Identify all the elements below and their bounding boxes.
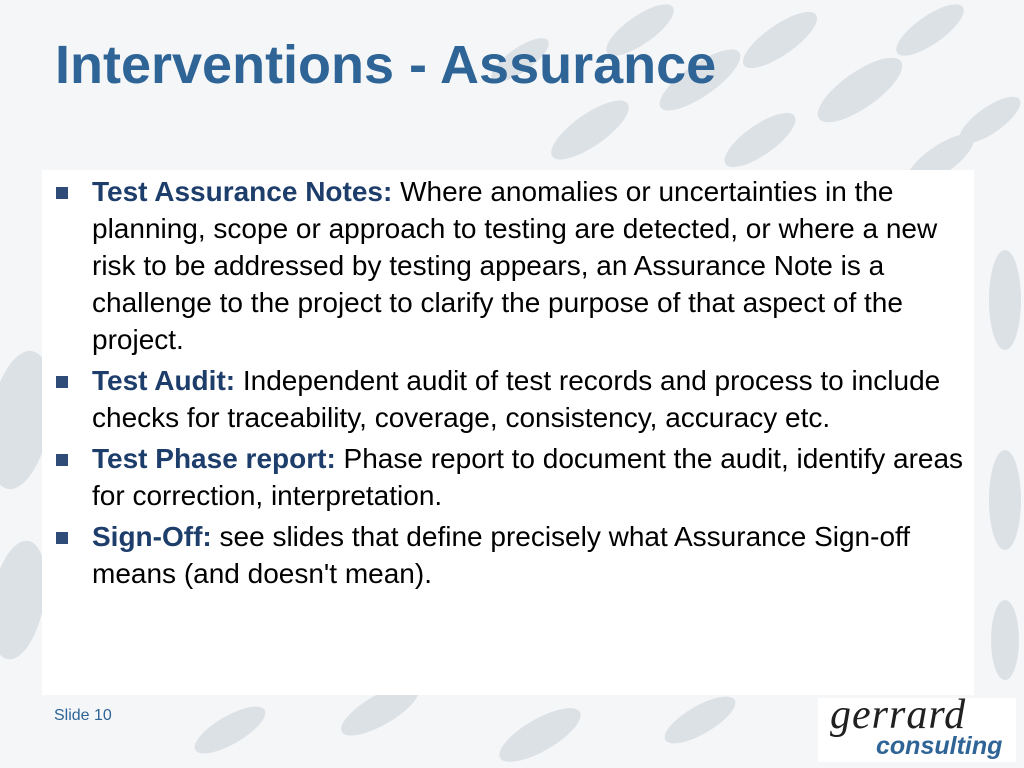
list-item: [52, 362, 967, 436]
slide-title: Interventions - Assurance: [55, 35, 717, 95]
bullet-list: [52, 173, 967, 596]
logo-wordmark-gerrard: gerrard: [830, 692, 967, 738]
bullet-term: Test Audit:: [92, 365, 236, 396]
bullet-term: Test Assurance Notes:: [92, 176, 393, 207]
square-bullet-icon: [56, 454, 68, 466]
square-bullet-icon: [56, 376, 68, 388]
slide-number: Slide 10: [54, 707, 112, 724]
bullet-text: Independent audit of test records and process to include checks for traceability, coverage, consistency, accuracy etc.: [92, 365, 941, 433]
bullet-text: see slides that define precisely what Assurance Sign-off means (and doesn't mean).: [92, 521, 911, 589]
bullet-term: Test Phase report:: [92, 443, 336, 474]
bullet-text: Where anomalies or uncertainties in the planning, scope or approach to testing are detected, or where a new risk to be addressed by testing appears, an Assurance Note is a challenge to the project to clarify the purpose of that aspect of the project.: [92, 176, 938, 355]
gerrard-consulting-logo: [818, 692, 1016, 762]
logo-wordmark-consulting: consulting: [876, 732, 1003, 760]
bullet-text: Phase report to document the audit, identify areas for correction, interpretation.: [92, 443, 964, 511]
list-item: [52, 440, 967, 514]
square-bullet-icon: [56, 187, 68, 199]
list-item: [52, 173, 967, 358]
square-bullet-icon: [56, 532, 68, 544]
bullet-term: Sign-Off:: [92, 521, 212, 552]
list-item: [52, 518, 967, 592]
